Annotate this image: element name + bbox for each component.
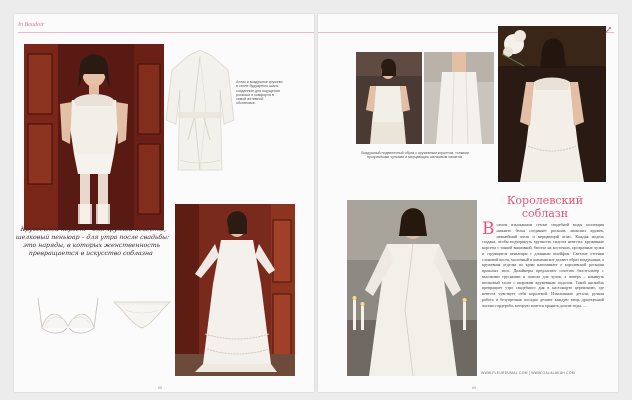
product-lace-bra <box>32 290 104 338</box>
section-rule <box>18 32 314 33</box>
page-number-right: 69 <box>472 386 476 390</box>
section-label: In Boudoir <box>18 22 45 28</box>
end-mark: — <box>583 302 588 308</box>
dropcap: В <box>482 219 495 239</box>
page-number-left: 68 <box>158 386 162 390</box>
photo-robe-candles <box>347 200 477 376</box>
photo-brides-lingerie-2 <box>424 52 494 144</box>
photo-brides-lingerie-1 <box>356 52 422 144</box>
photo-silk-robe <box>164 50 236 182</box>
product-lace-briefs <box>112 296 172 330</box>
photo-lace-robe <box>175 204 295 376</box>
article-body <box>482 219 604 308</box>
article-title-line1: Королевский <box>506 194 584 207</box>
article-body-text: самом изысканном сезоне свадебной моды коллекция нижнего белья соединяет роскошь лионских кружев, нежнейший шелк и мерцающий атлас. Каждая модель создана, чтобы подчеркнуть хрупкость силуэта невесты: кружевные корсеты с тонкой вышивкой, бюстье на косточках, прозрачные чулки и струящиеся пеньюары с длинным шлейфом. Светлые оттенки слоновой кости, молочный и шампанское делают образ воздушным, а кружевная отделка по краю напоминает о королевской роскоши прошлых эпох. Дизайнеры предлагают сочетать бюстгальтер с высокими трусиками и поясом для чулок, а поверх – накинуть шелковый халат с широким кружевным подолом. Такой ансамбль превращает утро свадебного дня в настоящую церемонию, где невеста чувствует себя королевой. Изысканные детали, ручная работа и безупречная посадка делают каждую вещь драгоценной частью гардероба, которую хочется хранить долгие годы. <box>482 222 604 308</box>
caption-bridal: Воздушный подвенечный образ с кружевным корсетом, тонкими прозрачными чулками и мерцающим шелковым халатом. <box>361 151 469 160</box>
article-title-line2: соблазн <box>521 207 569 220</box>
caption-robe: Атлас и воздушное кружево в стиле будуарного шика, созданные для ощущения роскоши и комфорта в самой интимной обстановке. <box>236 80 283 106</box>
photo-slip-bouquet <box>498 26 606 182</box>
article-title <box>484 194 606 220</box>
pull-quote: Кружевной корсет – для хрупкой невесты, шелковый пеньюар – для утра после свадьбы: это наряды, в которых женственность превращается в искусство соблазна <box>15 226 170 257</box>
website-links: WWW.FLEURDUMAL.COM | WWW.GALALAKAH.COM <box>481 371 575 375</box>
photo-corset-bride <box>24 44 164 230</box>
